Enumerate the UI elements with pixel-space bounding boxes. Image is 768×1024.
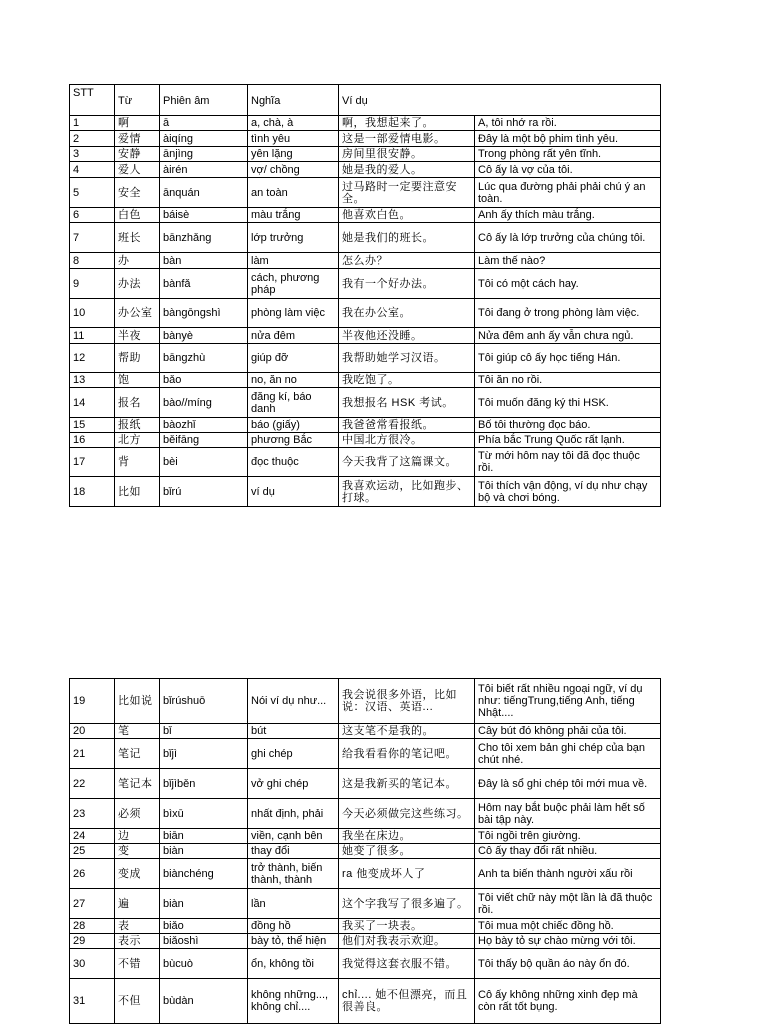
example-zh-cell: 我有一个好办法。: [339, 269, 475, 299]
vocabulary-table-2: [69, 678, 661, 1024]
example-vi-cell: Họ bày tỏ sự chào mừng với tôi.: [475, 934, 661, 949]
pinyin-cell: bǐjì: [160, 739, 248, 769]
pinyin-cell: bàngōngshì: [160, 299, 248, 328]
meaning-cell: đăng kí, báo danh: [248, 388, 339, 418]
example-zh-cell: ra 他变成坏人了: [339, 859, 475, 889]
example-zh-cell: 我帮助她学习汉语。: [339, 344, 475, 373]
table-row: [70, 934, 661, 949]
row-number: 4: [70, 162, 115, 178]
pinyin-cell: bèi: [160, 448, 248, 477]
meaning-cell: cách, phương pháp: [248, 269, 339, 299]
table-row: [70, 859, 661, 889]
pinyin-cell: àiqíng: [160, 131, 248, 147]
row-number: 24: [70, 829, 115, 844]
vocabulary-table-2-body: [70, 679, 661, 1024]
pinyin-cell: ānjìng: [160, 147, 248, 162]
meaning-cell: đồng hồ: [248, 919, 339, 934]
table-row: [70, 223, 661, 253]
example-vi-cell: Tôi ngồi trên giường.: [475, 829, 661, 844]
pinyin-cell: bùdàn: [160, 979, 248, 1024]
pinyin-cell: biàn: [160, 844, 248, 859]
meaning-cell: thay đổi: [248, 844, 339, 859]
example-vi-cell: Cô ấy là lớp trưởng của chúng tôi.: [475, 223, 661, 253]
table-row: [70, 949, 661, 979]
word-cell: 比如: [115, 477, 160, 507]
example-vi-cell: Anh ấy thích màu trắng.: [475, 208, 661, 223]
meaning-cell: ghi chép: [248, 739, 339, 769]
example-vi-cell: Cô ấy thay đổi rất nhiều.: [475, 844, 661, 859]
word-cell: 爱人: [115, 162, 160, 178]
pinyin-cell: bìxū: [160, 799, 248, 829]
word-cell: 办公室: [115, 299, 160, 328]
example-vi-cell: Bố tôi thường đọc báo.: [475, 418, 661, 433]
table-row: [70, 131, 661, 147]
row-number: 16: [70, 433, 115, 448]
pinyin-cell: běifāng: [160, 433, 248, 448]
example-vi-cell: Tôi thích vận động, ví dụ như chạy bộ và chơi bóng.: [475, 477, 661, 507]
row-number: 26: [70, 859, 115, 889]
pinyin-cell: bǐrúshuō: [160, 679, 248, 724]
meaning-cell: làm: [248, 253, 339, 269]
example-zh-cell: 这个字我写了很多遍了。: [339, 889, 475, 919]
example-vi-cell: Tôi biết rất nhiều ngoại ngữ, ví dụ như: tiếngTrung,tiếng Anh, tiếng Nhật....: [475, 679, 661, 724]
pinyin-cell: bāngzhù: [160, 344, 248, 373]
table-row: [70, 116, 661, 131]
word-cell: 白色: [115, 208, 160, 223]
table-row: [70, 208, 661, 223]
meaning-cell: vở ghi chép: [248, 769, 339, 799]
example-vi-cell: Tôi đang ở trong phòng làm việc.: [475, 299, 661, 328]
row-number: 28: [70, 919, 115, 934]
row-number: 19: [70, 679, 115, 724]
example-zh-cell: 她是我们的班长。: [339, 223, 475, 253]
example-vi-cell: Tôi có một cách hay.: [475, 269, 661, 299]
meaning-cell: lớp trưởng: [248, 223, 339, 253]
pinyin-cell: báisè: [160, 208, 248, 223]
pinyin-cell: bǐjìběn: [160, 769, 248, 799]
table-row: [70, 919, 661, 934]
example-zh-cell: 我在办公室。: [339, 299, 475, 328]
example-zh-cell: 房间里很安静。: [339, 147, 475, 162]
table-row: [70, 799, 661, 829]
example-zh-cell: 他们对我表示欢迎。: [339, 934, 475, 949]
example-zh-cell: 她变了很多。: [339, 844, 475, 859]
pinyin-cell: bǐrú: [160, 477, 248, 507]
table-row: [70, 344, 661, 373]
vocabulary-table-1: [69, 84, 661, 507]
example-vi-cell: Cô ấy là vợ của tôi.: [475, 162, 661, 178]
table-row: [70, 178, 661, 208]
example-zh-cell: 这支笔不是我的。: [339, 724, 475, 739]
vocabulary-table-1-body: [70, 85, 661, 507]
pinyin-cell: biǎo: [160, 919, 248, 934]
example-zh-cell: 她是我的爱人。: [339, 162, 475, 178]
row-number: 15: [70, 418, 115, 433]
table-row: [70, 477, 661, 507]
pinyin-cell: biàn: [160, 889, 248, 919]
example-vi-cell: Hôm nay bắt buộc phải làm hết số bài tập này.: [475, 799, 661, 829]
meaning-cell: phòng làm việc: [248, 299, 339, 328]
table-row: [70, 373, 661, 388]
example-vi-cell: Lúc qua đường phải phải chú ý an toàn.: [475, 178, 661, 208]
word-cell: 表示: [115, 934, 160, 949]
row-number: 17: [70, 448, 115, 477]
word-cell: 安静: [115, 147, 160, 162]
table-row: [70, 147, 661, 162]
pinyin-cell: bǐ: [160, 724, 248, 739]
row-number: 23: [70, 799, 115, 829]
word-cell: 变: [115, 844, 160, 859]
row-number: 6: [70, 208, 115, 223]
word-cell: 遍: [115, 889, 160, 919]
table-row: [70, 299, 661, 328]
meaning-cell: Nói ví dụ như...: [248, 679, 339, 724]
row-number: 1: [70, 116, 115, 131]
pinyin-cell: bàozhǐ: [160, 418, 248, 433]
example-vi-cell: Tôi ăn no rồi.: [475, 373, 661, 388]
example-vi-cell: Cho tôi xem bản ghi chép của bạn chút nhé.: [475, 739, 661, 769]
meaning-cell: báo (giấy): [248, 418, 339, 433]
example-vi-cell: Từ mới hôm nay tôi đã đọc thuộc rồi.: [475, 448, 661, 477]
row-number: 8: [70, 253, 115, 269]
example-zh-cell: 我买了一块表。: [339, 919, 475, 934]
example-vi-cell: Cây bút đó không phải của tôi.: [475, 724, 661, 739]
row-number: 13: [70, 373, 115, 388]
meaning-cell: nửa đêm: [248, 328, 339, 344]
example-zh-cell: 这是一部爱情电影。: [339, 131, 475, 147]
header-pinyin: Phiên âm: [160, 85, 248, 116]
word-cell: 边: [115, 829, 160, 844]
table-header-row: [70, 85, 661, 116]
row-number: 12: [70, 344, 115, 373]
word-cell: 笔记: [115, 739, 160, 769]
example-vi-cell: Đây là một bộ phim tình yêu.: [475, 131, 661, 147]
pinyin-cell: bùcuò: [160, 949, 248, 979]
word-cell: 饱: [115, 373, 160, 388]
pinyin-cell: bàn: [160, 253, 248, 269]
example-zh-cell: 我爸爸常看报纸。: [339, 418, 475, 433]
row-number: 11: [70, 328, 115, 344]
word-cell: 报纸: [115, 418, 160, 433]
example-zh-cell: 我想报名 HSK 考试。: [339, 388, 475, 418]
example-vi-cell: Trong phòng rất yên tĩnh.: [475, 147, 661, 162]
pinyin-cell: bào//míng: [160, 388, 248, 418]
meaning-cell: ví dụ: [248, 477, 339, 507]
row-number: 22: [70, 769, 115, 799]
word-cell: 不但: [115, 979, 160, 1024]
meaning-cell: bút: [248, 724, 339, 739]
row-number: 31: [70, 979, 115, 1024]
pinyin-cell: bǎo: [160, 373, 248, 388]
meaning-cell: an toàn: [248, 178, 339, 208]
example-zh-cell: 他喜欢白色。: [339, 208, 475, 223]
example-vi-cell: Làm thế nào?: [475, 253, 661, 269]
row-number: 27: [70, 889, 115, 919]
row-number: 10: [70, 299, 115, 328]
example-zh-cell: 我坐在床边。: [339, 829, 475, 844]
pinyin-cell: biànchéng: [160, 859, 248, 889]
example-vi-cell: Anh ta biến thành người xấu rồi: [475, 859, 661, 889]
example-zh-cell: 过马路时一定要注意安全。: [339, 178, 475, 208]
table-row: [70, 253, 661, 269]
word-cell: 笔记本: [115, 769, 160, 799]
meaning-cell: màu trắng: [248, 208, 339, 223]
pinyin-cell: bānzhǎng: [160, 223, 248, 253]
word-cell: 背: [115, 448, 160, 477]
example-vi-cell: A, tôi nhớ ra rồi.: [475, 116, 661, 131]
table-row: [70, 448, 661, 477]
table-row: [70, 162, 661, 178]
pinyin-cell: bànyè: [160, 328, 248, 344]
word-cell: 表: [115, 919, 160, 934]
word-cell: 半夜: [115, 328, 160, 344]
table-row: [70, 328, 661, 344]
meaning-cell: viền, cạnh bên: [248, 829, 339, 844]
pinyin-cell: biān: [160, 829, 248, 844]
example-vi-cell: Tôi mua một chiếc đồng hồ.: [475, 919, 661, 934]
row-number: 25: [70, 844, 115, 859]
example-vi-cell: Tôi giúp cô ấy học tiếng Hán.: [475, 344, 661, 373]
row-number: 18: [70, 477, 115, 507]
row-number: 5: [70, 178, 115, 208]
table-row: [70, 724, 661, 739]
example-zh-cell: 给我看看你的笔记吧。: [339, 739, 475, 769]
table-row: [70, 418, 661, 433]
meaning-cell: nhất định, phải: [248, 799, 339, 829]
word-cell: 变成: [115, 859, 160, 889]
example-zh-cell: 这是我新买的笔记本。: [339, 769, 475, 799]
row-number: 29: [70, 934, 115, 949]
table-row: [70, 829, 661, 844]
row-number: 3: [70, 147, 115, 162]
meaning-cell: no, ăn no: [248, 373, 339, 388]
table-row: [70, 769, 661, 799]
header-stt: STT: [70, 85, 115, 116]
word-cell: 安全: [115, 178, 160, 208]
row-number: 30: [70, 949, 115, 979]
meaning-cell: trở thành, biến thành, thành: [248, 859, 339, 889]
word-cell: 啊: [115, 116, 160, 131]
word-cell: 不错: [115, 949, 160, 979]
table-row: [70, 889, 661, 919]
example-vi-cell: Phía bắc Trung Quốc rất lạnh.: [475, 433, 661, 448]
example-zh-cell: 我觉得这套衣服不错。: [339, 949, 475, 979]
table-row: [70, 979, 661, 1024]
word-cell: 爱情: [115, 131, 160, 147]
example-vi-cell: Cô ấy không những xinh đẹp mà còn rất tốt bụng.: [475, 979, 661, 1024]
example-zh-cell: 我吃饱了。: [339, 373, 475, 388]
example-zh-cell: 我会说很多外语，比如说：汉语、英语...: [339, 679, 475, 724]
table-row: [70, 388, 661, 418]
word-cell: 报名: [115, 388, 160, 418]
meaning-cell: không những..., không chỉ....: [248, 979, 339, 1024]
table-row: [70, 844, 661, 859]
example-zh-cell: 怎么办？: [339, 253, 475, 269]
example-vi-cell: Tôi muốn đăng ký thi HSK.: [475, 388, 661, 418]
meaning-cell: phương Bắc: [248, 433, 339, 448]
example-zh-cell: 今天必须做完这些练习。: [339, 799, 475, 829]
example-zh-cell: 中国北方很冷。: [339, 433, 475, 448]
meaning-cell: ổn, không tồi: [248, 949, 339, 979]
example-vi-cell: Đây là sổ ghi chép tôi mới mua về.: [475, 769, 661, 799]
example-zh-cell: 我喜欢运动，比如跑步、打球。: [339, 477, 475, 507]
meaning-cell: a, chà, à: [248, 116, 339, 131]
table-row: [70, 433, 661, 448]
row-number: 14: [70, 388, 115, 418]
pinyin-cell: ānquán: [160, 178, 248, 208]
example-zh-cell: 今天我背了这篇课文。: [339, 448, 475, 477]
example-zh-cell: 半夜他还没睡。: [339, 328, 475, 344]
table-row: [70, 739, 661, 769]
pinyin-cell: àirén: [160, 162, 248, 178]
pinyin-cell: bànfǎ: [160, 269, 248, 299]
header-example: Ví dụ: [339, 85, 661, 116]
meaning-cell: tình yêu: [248, 131, 339, 147]
word-cell: 北方: [115, 433, 160, 448]
meaning-cell: lần: [248, 889, 339, 919]
word-cell: 办法: [115, 269, 160, 299]
row-number: 21: [70, 739, 115, 769]
meaning-cell: bày tỏ, thể hiện: [248, 934, 339, 949]
row-number: 2: [70, 131, 115, 147]
word-cell: 笔: [115, 724, 160, 739]
word-cell: 班长: [115, 223, 160, 253]
header-meaning: Nghĩa: [248, 85, 339, 116]
table-row: [70, 679, 661, 724]
meaning-cell: yên lặng: [248, 147, 339, 162]
example-zh-cell: chỉ.... 她不但漂亮，而且很善良。: [339, 979, 475, 1024]
word-cell: 必须: [115, 799, 160, 829]
pinyin-cell: biǎoshì: [160, 934, 248, 949]
example-vi-cell: Tôi thấy bộ quần áo này ổn đó.: [475, 949, 661, 979]
meaning-cell: vợ/ chồng: [248, 162, 339, 178]
row-number: 7: [70, 223, 115, 253]
example-zh-cell: 啊，我想起来了。: [339, 116, 475, 131]
word-cell: 办: [115, 253, 160, 269]
row-number: 20: [70, 724, 115, 739]
row-number: 9: [70, 269, 115, 299]
meaning-cell: đọc thuộc: [248, 448, 339, 477]
example-vi-cell: Nửa đêm anh ấy vẫn chưa ngủ.: [475, 328, 661, 344]
header-word: Từ: [115, 85, 160, 116]
word-cell: 帮助: [115, 344, 160, 373]
example-vi-cell: Tôi viết chữ này một lần là đã thuộc rồi.: [475, 889, 661, 919]
table-row: [70, 269, 661, 299]
pinyin-cell: ā: [160, 116, 248, 131]
meaning-cell: giúp đỡ: [248, 344, 339, 373]
word-cell: 比如说: [115, 679, 160, 724]
